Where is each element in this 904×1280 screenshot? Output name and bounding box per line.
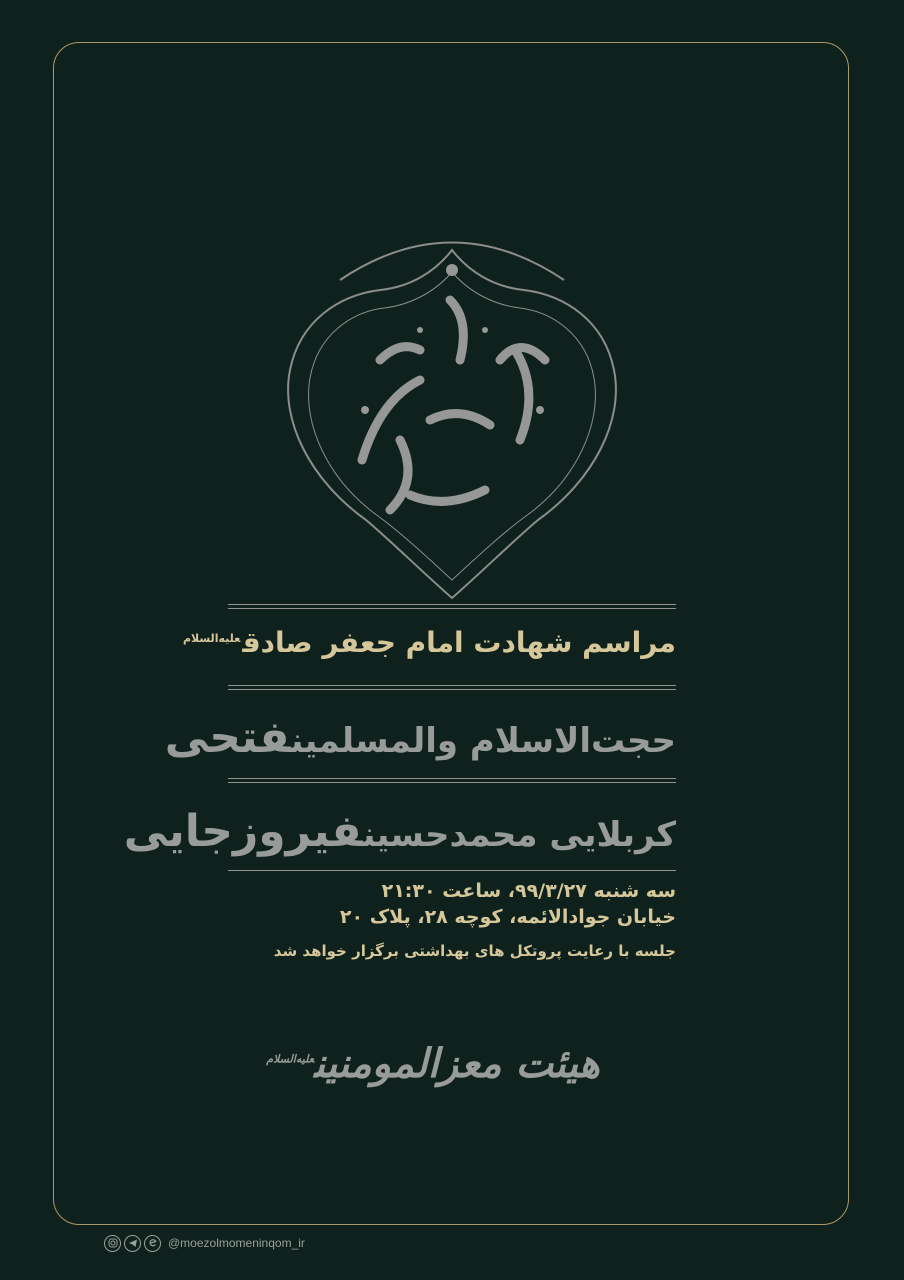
event-honorific: علیه‌السلام <box>182 631 241 645</box>
social-footer <box>104 1232 305 1254</box>
instagram-icon[interactable] <box>104 1235 121 1252</box>
speaker-name: فتحی <box>164 712 291 763</box>
social-handle[interactable]: @moezolmomeninqom_ir <box>168 1236 305 1250</box>
organizer-signature <box>266 1040 600 1087</box>
event-title <box>182 626 676 659</box>
speaker-prefix: حجت‌الاسلام والمسلمین <box>290 721 676 761</box>
organizer-honorific: علیه‌السلام <box>266 1052 315 1066</box>
calligraphy-emblem-icon <box>270 210 634 610</box>
divider-rule <box>228 778 676 786</box>
speaker-line <box>164 712 676 763</box>
divider-rule <box>228 604 676 612</box>
reciter-name: فیروزجایی <box>123 806 363 857</box>
organizer-name: هیئت معزالمومنین <box>314 1040 600 1087</box>
event-address: خیابان جوادالائمه، کوچه ۲۸، پلاک ۲۰ <box>339 906 676 928</box>
event-datetime: سه شنبه ۹۹/۳/۲۷، ساعت ۲۱:۳۰ <box>381 880 676 902</box>
reciter-line <box>123 806 676 857</box>
event-title-text: مراسم شهادت امام جعفر صادق <box>242 626 676 659</box>
divider-rule <box>228 685 676 693</box>
divider-rule <box>228 870 676 874</box>
telegram-icon[interactable] <box>124 1235 141 1252</box>
eitaa-icon[interactable] <box>144 1235 161 1252</box>
reciter-prefix: کربلایی محمدحسین <box>362 815 676 855</box>
health-note: جلسه با رعایت پروتکل های بهداشتی برگزار خواهد شد <box>273 942 676 960</box>
